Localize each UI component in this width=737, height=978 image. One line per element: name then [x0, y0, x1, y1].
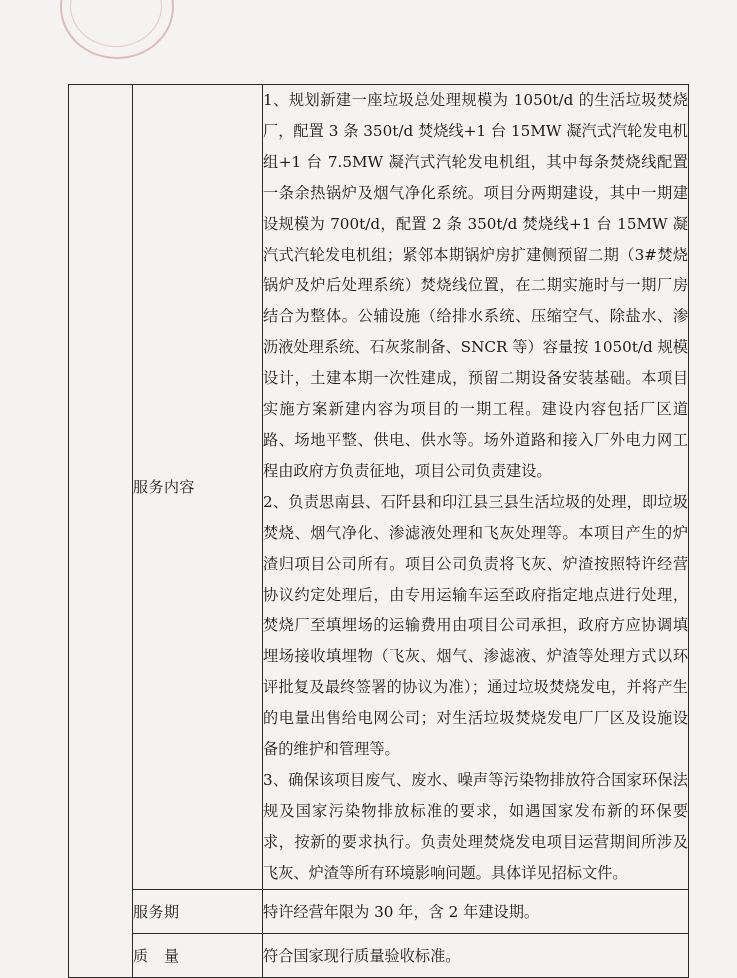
table-row-quality	[69, 933, 689, 977]
service-content-paragraph: 2、负责思南县、石阡县和印江县三县生活垃圾的处理，即垃圾焚烧、烟气净化、渗滤液处理和飞灰处理等。本项目产生的炉渣归项目公司所有。项目公司负责将飞灰、炉渣按照特许经营协议约定处理后，由专用运输车运至政府指定地点进行处理，焚烧厂至填埋场的运输费用由项目公司承担，政府方应协调填埋场接收填埋物（飞灰、烟气、渗滤液、炉渣等处理方式以环评批复及最终签署的协议为准）；通过垃圾焚烧发电，并将产生的电量出售给电网公司；对生活垃圾焚烧发电厂厂区及设施设备的维护和管理等。	[263, 492, 688, 759]
service-content-cell	[263, 85, 689, 890]
blank-left-cell	[69, 85, 133, 978]
service-content-paragraph: 1、规划新建一座垃圾总处理规模为 1050t/d 的生活垃圾焚烧厂，配置 3 条 350t/d 焚烧线+1 台 15MW 凝汽式汽轮发电机组+1 台 7.5MW 凝汽式汽轮发电机组，其中每条焚烧线配置一条余热锅炉及烟气净化系统。项目分两期建设，其中一期建设规模为 700t/d，配置 2 条 350t/d 焚烧线+1 台 15MW 凝汽式汽轮发电机组；紧邻本期锅炉房扩建侧预留二期（3#焚烧锅炉及炉后处理系统）焚烧线位置，在二期实施时与一期厂房结合为整体。公辅设施（给排水系统、压缩空气、除盐水、渗沥液处理系统、石灰浆制备、SNCR 等）容量按 1050t/d 规模设计，土建本期一次性建成，预留二期设备安装基础。本项目实施方案新建内容为项目的一期工程。建设内容包括厂区道路、场地平整、供电、供水等。场外道路和接入厂外电力网工程由政府方负责征地，项目公司负责建设。	[263, 91, 688, 480]
quality-label: 质 量	[133, 933, 263, 977]
service-period-label: 服务期	[133, 889, 263, 933]
table-row-service-period	[69, 889, 689, 933]
table-row-service-content	[69, 85, 689, 890]
service-content-label: 服务内容	[133, 85, 263, 890]
quality-value: 符合国家现行质量验收标准。	[263, 933, 689, 977]
service-period-value: 特许经营年限为 30 年，含 2 年建设期。	[263, 889, 689, 933]
service-content-paragraph: 3、确保该项目废气、废水、噪声等污染物排放符合国家环保法规及国家污染物排放标准的要求，如遇国家发布新的环保要求，按新的要求执行。负责处理焚烧发电项目运营期间所涉及飞灰、炉渣等所有环境影响问题。具体详见招标文件。	[263, 770, 688, 882]
service-info-table	[68, 84, 689, 978]
